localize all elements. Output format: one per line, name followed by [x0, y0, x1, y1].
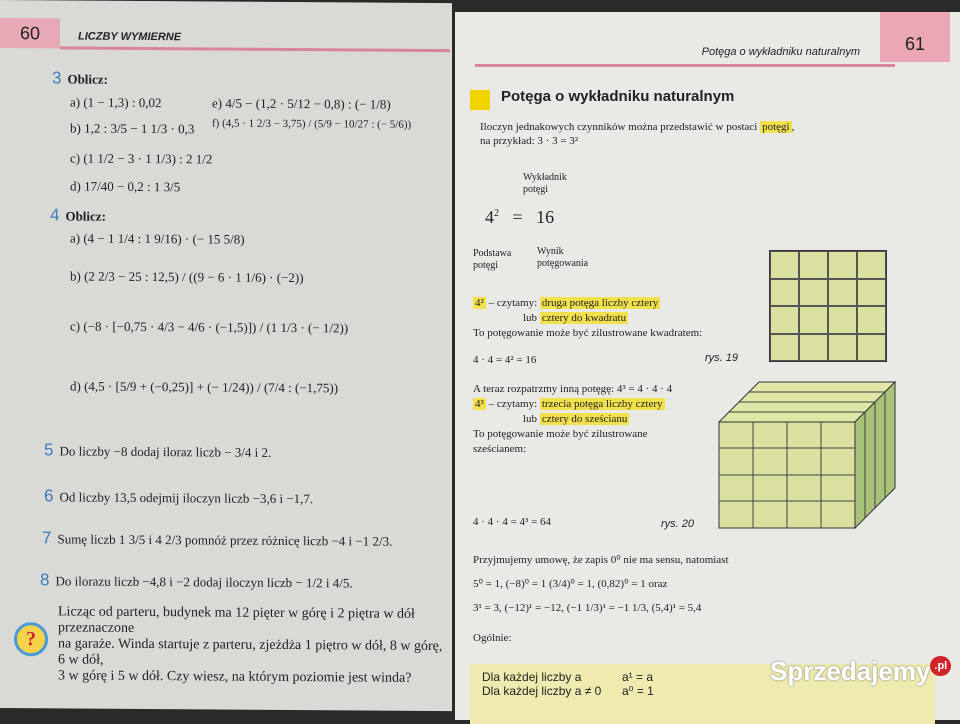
- cube-equation: 4 · 4 · 4 = 4³ = 64: [473, 516, 552, 528]
- page-number: 61: [880, 12, 950, 62]
- figure-19-label: rys. 19: [705, 352, 739, 364]
- cube-reading: A teraz rozpatrzmy inną potęgę: 4³ = 4 · 4 · 4 4³ – czytamy: trzecia potęga liczby cztery lub cztery do sześcianu To potęgowanie może być zilustrowane sześcianem:: [473, 383, 673, 455]
- ex3-d: d) 17/40 − 0,2 : 1 3/5: [70, 178, 181, 195]
- ex4-d: d) (4,5 · [5/9 + (−0,25)] + (− 1/24)) / (7/4 : (−1,75)): [70, 378, 339, 396]
- section-marker: [470, 90, 490, 110]
- square-reading: 4² – czytamy: druga potęga liczby cztery lub cztery do kwadratu To potęgowanie może być zilustrowane kwadratem:: [473, 297, 703, 339]
- ex4-b: b) (2 2/3 − 25 : 12,5) / ((9 − 6 · 1 1/6) · (−2)): [70, 268, 304, 286]
- exercise-4: 4 Oblicz:: [50, 205, 106, 225]
- general-label: Ogólnie:: [473, 632, 512, 644]
- ex3-a: a) (1 − 1,3) : 0,02: [70, 94, 162, 111]
- exercise-7: 7 Sumę liczb 1 3/5 i 4 2/3 pomnóż przez różnicę liczb −4 i −1 2/3.: [42, 528, 393, 549]
- chapter-header: LICZBY WYMIERNE: [78, 30, 182, 44]
- ex3-e: e) 4/5 − (1,2 · 5/12 − 0,8) : (− 1/8): [212, 95, 391, 112]
- ex4-c: c) (−8 · [−0,75 · 4/3 − 4/6 · (−1,5)]) / (1 1/3 · (− 1/2)): [70, 318, 349, 336]
- ex4-a: a) (4 − 1 1/4 : 1 9/16) · (− 15 5/8): [70, 230, 245, 247]
- watermark-logo: Sprzedajemy .pl: [770, 656, 951, 687]
- exponent-label: Wykładnik potęgi: [523, 172, 567, 195]
- right-page: [455, 12, 960, 720]
- ex3-f: f) (4,5 · 1 2/3 − 3,75) / (5/9 − 10/27 : (− 5/6)): [212, 117, 412, 131]
- convention-text: Przyjmujemy umowę, że zapis 0⁰ nie ma sensu, natomiast 5⁰ = 1, (−8)⁰ = 1 (3/4)⁰ = 1, (0,82)⁰ = 1 oraz 3¹ = 3, (−12)¹ = −12, (−1 1/3)¹ = −1 1/3, (5,4)¹ = 5,4: [473, 554, 729, 614]
- exercise-8: 8 Do ilorazu liczb −4,8 i −2 dodaj iloczyn liczb − 1/2 i 4/5.: [40, 570, 353, 591]
- base-label: Podstawa potęgi: [473, 248, 512, 271]
- puzzle-icon: ?: [14, 622, 48, 656]
- puzzle-text: Licząc od parteru, budynek ma 12 pięter w górę i 2 piętra w dół przeznaczone na garaże. Winda startuje z parteru, zjeżdża 1 piętro w dół, 8 w górę, 6 w dół, 3 w górę i 5 w dół. Czy wiesz, na którym poziomie jest winda?: [58, 604, 443, 686]
- square-grid-figure: [769, 250, 887, 362]
- page-number: 60: [0, 18, 60, 48]
- intro: Iloczyn jednakowych czynników można przedstawić w postaci potęgi , na przykład: 3 · 3 = 3²: [480, 121, 795, 147]
- square-equation: 4 · 4 = 4² = 16: [473, 354, 537, 366]
- exercise-3: 3 Oblicz:: [52, 68, 108, 88]
- ex3-c: c) (1 1/2 − 3 · 1 1/3) : 2 1/2: [70, 150, 213, 167]
- rules-box: Dla każdej liczby a a¹ = a Dla każdej liczby a ≠ 0 a⁰ = 1: [470, 664, 935, 724]
- left-page: [0, 0, 452, 711]
- section-title: Potęga o wykładniku naturalnym: [501, 88, 735, 105]
- section-header: Potęga o wykładniku naturalnym: [701, 46, 860, 58]
- cube-figure: [717, 380, 897, 530]
- exercise-5: 5 Do liczby −8 dodaj iloraz liczb − 3/4 i 2.: [44, 440, 272, 460]
- header-rule: [60, 46, 450, 52]
- power-expression: $4^2$ = 16: [485, 207, 555, 227]
- figure-20-label: rys. 20: [661, 518, 695, 530]
- header-rule: [475, 64, 895, 67]
- result-label: Wynik potęgowania: [537, 246, 589, 269]
- ex3-b: b) 1,2 : 3/5 − 1 1/3 · 0,3: [70, 120, 195, 137]
- exercise-6: 6 Od liczby 13,5 odejmij iloczyn liczb −3,6 i −1,7.: [44, 486, 314, 507]
